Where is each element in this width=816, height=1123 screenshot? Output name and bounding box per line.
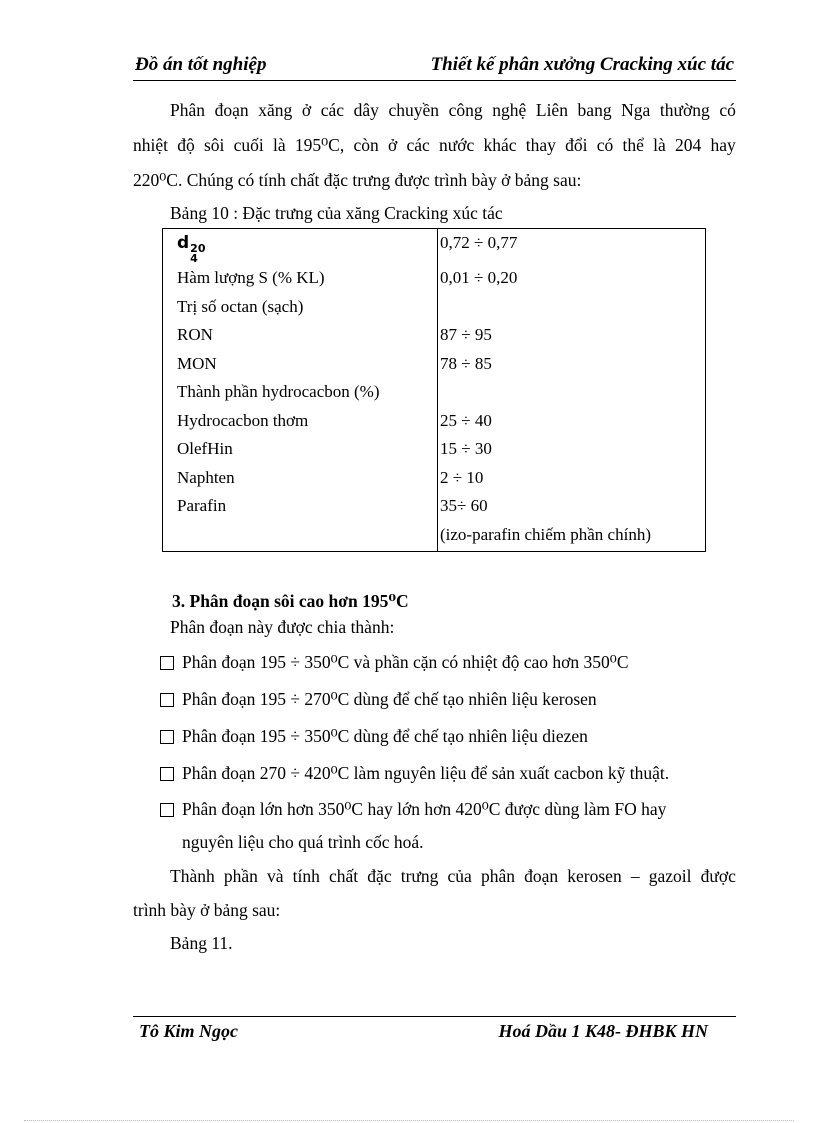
table-cell-value: 25 ÷ 40	[440, 410, 492, 430]
section3-outro-line-1: Thành phần và tính chất đặc trưng của phân đoạn kerosen – gazoil được	[170, 866, 736, 886]
table-row	[163, 492, 706, 521]
table-cell-value: 15 ÷ 30	[440, 439, 492, 458]
table-cell-label: Naphten	[163, 464, 438, 493]
table-cell-label: Trị số octan (sạch)	[163, 293, 438, 322]
table-cell-label: Parafin	[163, 492, 438, 521]
table10	[162, 228, 706, 552]
page-footer	[133, 1016, 736, 1047]
header-left: Đồ án tốt nghiệp	[135, 54, 267, 75]
table-row	[163, 229, 706, 265]
density-symbol: d 20 4	[163, 229, 438, 265]
table-cell-value	[438, 293, 706, 322]
header-right: Thiết kế phân xưởng Cracking xúc tác	[430, 54, 734, 75]
intro-line-2: nhiệt độ sôi cuối là 195⁰C, còn ở các nước khác thay đổi có thể là 204 hay	[133, 135, 736, 155]
intro-line-1: Phân đoạn xăng ở các dây chuyền công nghệ Liên bang Nga thường có	[170, 100, 736, 120]
table-row	[163, 264, 706, 293]
table-cell-value: 78 ÷ 85	[440, 353, 492, 373]
list-item: Phân đoạn 195 ÷ 350⁰C và phần cặn có nhiệt độ cao hơn 350⁰C	[182, 652, 629, 672]
table-row	[163, 521, 706, 552]
table-cell-value: (izo-parafin chiếm phần chính)	[440, 524, 651, 544]
checkbox-bullet-icon	[160, 803, 174, 817]
checkbox-bullet-icon	[160, 693, 174, 707]
checkbox-bullet-icon	[160, 656, 174, 670]
table-row	[163, 435, 706, 464]
table-cell-value: 87 ÷ 95	[440, 325, 492, 344]
page-bottom-divider	[24, 1120, 794, 1121]
table-cell-value: 35÷ 60	[440, 496, 488, 515]
table-cell-value: 2 ÷ 10	[440, 467, 484, 487]
list-item: Phân đoạn 195 ÷ 270⁰C dùng để chế tạo nhiên liệu kerosen	[182, 689, 597, 709]
table-cell-value: 0,01 ÷ 0,20	[440, 268, 518, 287]
table-cell-label: MON	[163, 350, 438, 379]
table-cell-label: Hàm lượng S (% KL)	[163, 264, 438, 293]
table-row	[163, 293, 706, 322]
list-item: Phân đoạn lớn hơn 350⁰C hay lớn hơn 420⁰C được dùng làm FO hay	[182, 799, 667, 819]
section3-heading: 3. Phân đoạn sôi cao hơn 195⁰C	[172, 591, 409, 611]
table-cell-label	[163, 521, 438, 552]
page-header	[133, 52, 736, 81]
section3-intro: Phân đoạn này được chia thành:	[170, 617, 395, 637]
checkbox-bullet-icon	[160, 767, 174, 781]
footer-left: Tô Kim Ngọc	[139, 1021, 238, 1041]
table-row	[163, 464, 706, 493]
footer-right: Hoá Dầu 1 K48- ĐHBK HN	[498, 1021, 708, 1041]
table10-caption: Bảng 10 : Đặc trưng của xăng Cracking xúc tác	[170, 203, 503, 223]
table-cell-label: Hydrocacbon thơm	[163, 407, 438, 436]
table-cell-label: Thành phần hydrocacbon (%)	[163, 378, 438, 407]
list-item-continuation: nguyên liệu cho quá trình cốc hoá.	[182, 832, 424, 852]
table-cell-label: OlefHin	[163, 435, 438, 464]
table-cell-value: 0,72 ÷ 0,77	[440, 233, 518, 252]
table-cell-value	[438, 378, 706, 407]
intro-line-3: 220⁰C. Chúng có tính chất đặc trưng được trình bày ở bảng sau:	[133, 170, 582, 190]
table11-caption: Bảng 11.	[170, 933, 233, 953]
table-cell-label: RON	[163, 321, 438, 350]
table-row	[163, 350, 706, 379]
section3-outro-line-2: trình bày ở bảng sau:	[133, 900, 281, 920]
checkbox-bullet-icon	[160, 730, 174, 744]
list-item: Phân đoạn 270 ÷ 420⁰C làm nguyên liệu để sản xuất cacbon kỹ thuật.	[182, 763, 670, 783]
table-row	[163, 407, 706, 436]
table-row	[163, 321, 706, 350]
table-row	[163, 378, 706, 407]
list-item: Phân đoạn 195 ÷ 350⁰C dùng để chế tạo nhiên liệu diezen	[182, 726, 588, 746]
